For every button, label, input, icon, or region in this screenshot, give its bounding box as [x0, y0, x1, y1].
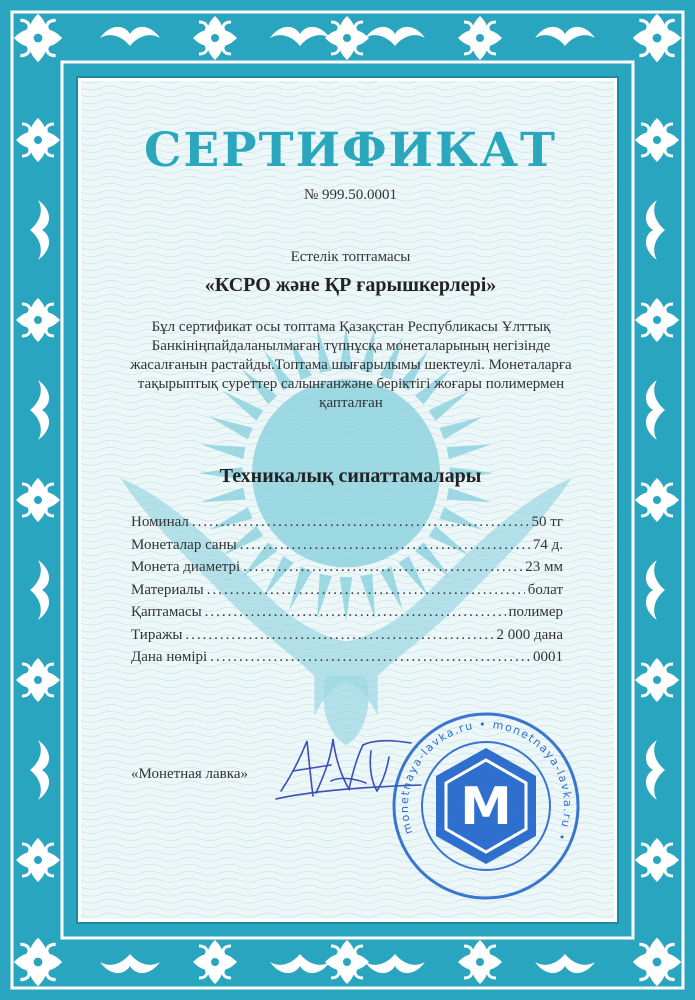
spec-dots: [243, 559, 522, 576]
spec-row-diameter: [131, 559, 563, 582]
tech-specs-list: [131, 514, 563, 672]
spec-value: 23 мм: [525, 559, 563, 575]
spec-dots: [185, 627, 493, 644]
series-name: «КСРО және ҚР ғарышкерлері»: [204, 274, 497, 296]
spec-row-mintage: [131, 627, 563, 650]
spec-row-coin-count: [131, 537, 563, 560]
company-name: «Монетная лавка»: [131, 766, 248, 782]
spec-value: болат: [527, 581, 563, 598]
spec-dots: [240, 537, 530, 554]
spec-label: Монеталар саны: [131, 536, 237, 553]
spec-row-packaging: [131, 604, 563, 627]
spec-dots: [207, 582, 525, 599]
spec-row-nominal: [131, 514, 563, 537]
certificate-title: СЕРТИФИКАТ: [144, 123, 557, 178]
spec-label: Дана нөмірі: [131, 649, 208, 665]
certificate-description: Бұл сертификат осы топтама Қазақстан Республикасы Ұлттық Банкініңпайдаланылмаған түпнұсқа монеталарының негізінде жасалғанын растайды.Топтама шығарылымы шектеулі. Монеталарға тақырыптық суреттер салынғанжәне беріктігі жоғары полимермен қапталған: [130, 319, 572, 411]
spec-value: полимер: [508, 604, 563, 620]
company-stamp: [386, 706, 586, 906]
spec-value: 50 тг: [531, 514, 563, 530]
spec-label: Қаптамасы: [131, 604, 202, 620]
stamp-letter: M: [460, 777, 512, 837]
spec-label: Материалы: [131, 581, 204, 598]
certificate-number: № 999.50.0001: [303, 187, 398, 203]
stamp-ring-text: monetnaya-lavka.ru • monetnaya-lavka.ru •: [397, 717, 575, 844]
spec-dots: [210, 649, 530, 666]
certificate-body: [78, 78, 617, 922]
spec-row-material: [131, 582, 563, 605]
spec-label: Тиражы: [131, 626, 183, 643]
spec-dots: [205, 604, 506, 621]
series-label: Естелік топтамасы: [290, 249, 411, 265]
spec-dots: [192, 514, 529, 531]
spec-label: Номинал: [131, 514, 189, 530]
spec-value: 0001: [533, 649, 563, 665]
spec-label: Монета диаметрі: [131, 559, 241, 575]
spec-value: 2 000 дана: [496, 626, 563, 643]
spec-value: 74 д.: [532, 536, 563, 553]
tech-specs-heading: Техникалық сипаттамалары: [219, 465, 482, 487]
spec-row-serial: [131, 649, 563, 672]
